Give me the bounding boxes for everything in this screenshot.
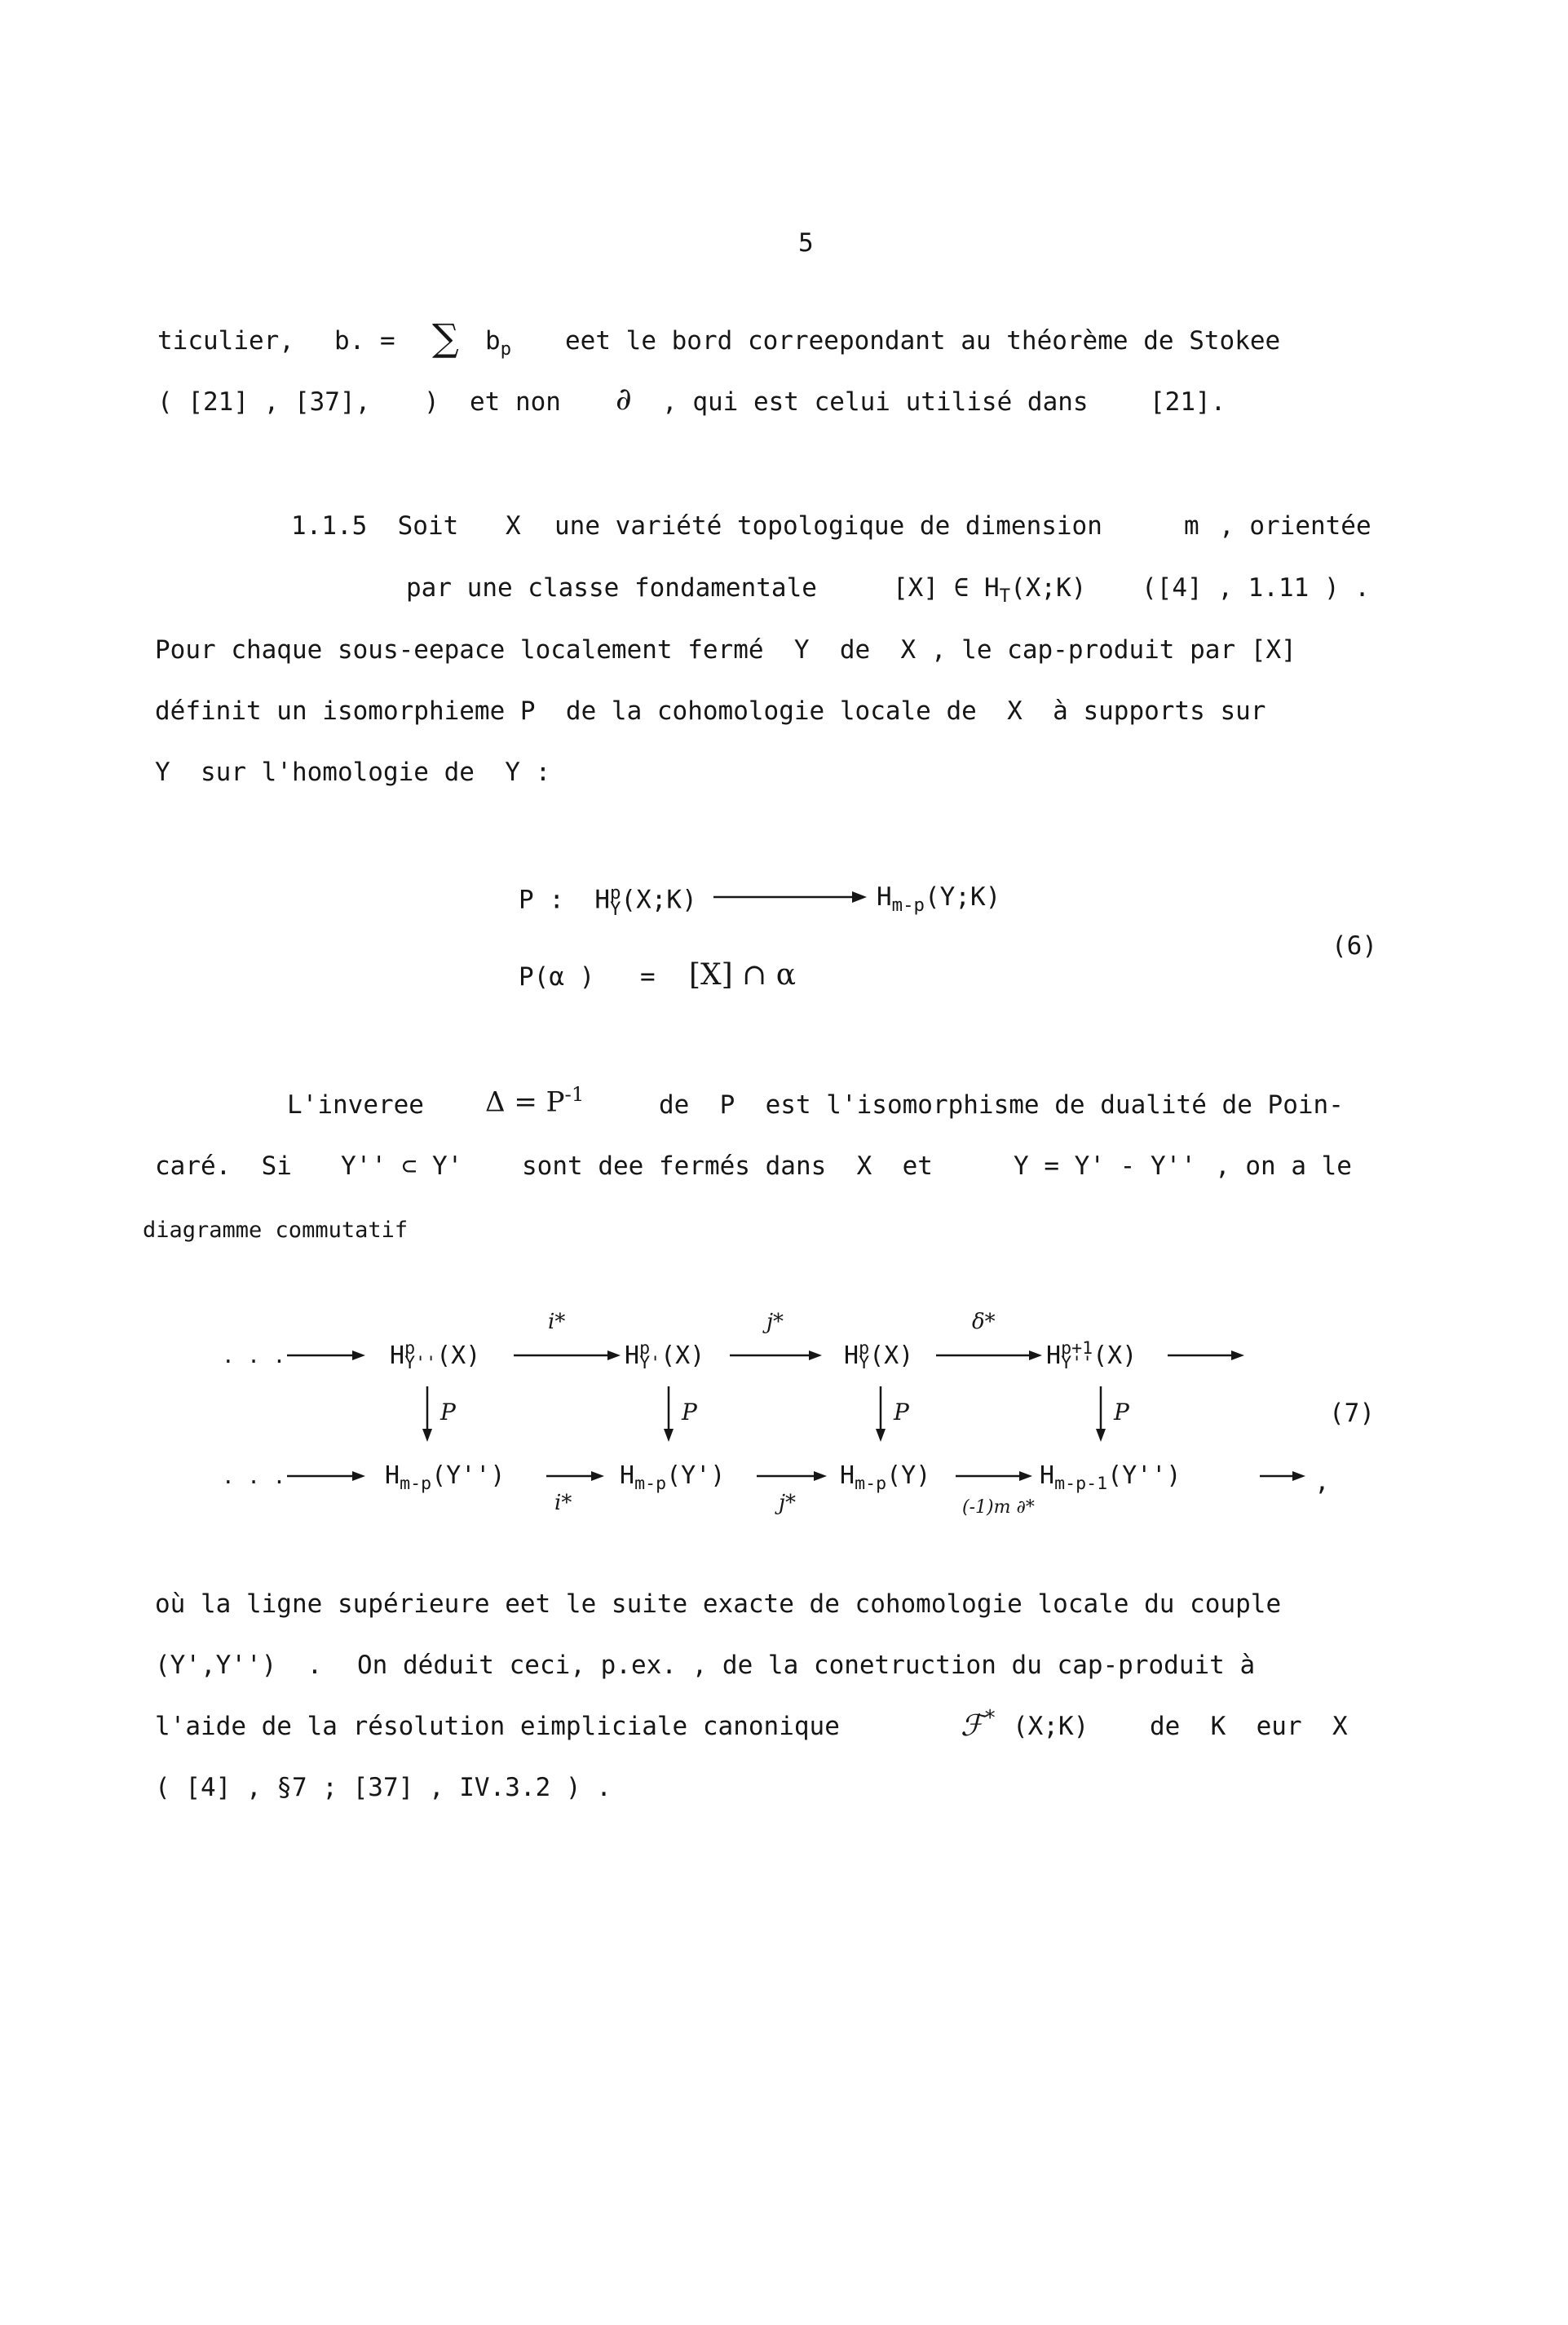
p2-text-d: m [1184,511,1199,541]
p1-text-c: $b_p$ [485,326,512,360]
p2-text-f: par une classe fondamentale [406,573,817,603]
diagram7-bottom-label-3: (-1)m ∂* [962,1497,1035,1518]
eq6-lhs: P : H p Y (X;K) [519,882,697,921]
p2-text-g: [X] ∈ $H_T(X;K)$ [893,573,1087,608]
diagram7-vertical-2: P [682,1399,697,1425]
p2-text-e: , orientée [1219,511,1371,541]
p1-text-e: ) et non [424,387,561,417]
diagram7-top-2: H p Y' (X) [625,1338,705,1374]
diagram7-tag: (7) [1329,1399,1375,1428]
diagram7-bottom-label-2: j* [779,1491,797,1515]
p1-text-d: eet le bord correepondant au théorème de Stokee [565,326,1281,356]
p2-text-a: 1.1.5 Soit [291,511,459,541]
p4-sheaf: ℱ* [961,1706,996,1743]
diagram7-dots-bottom: . . . [222,1465,286,1489]
p1-text-f: , qui est celui utilisé dans [662,387,1089,417]
p2-line5: Y sur l'homologie de Y : [155,758,551,787]
p4-text-b: On déduit ceci, p.ex. , de la conetruction du cap-produit à [357,1651,1256,1680]
diagram7-bottom-1: $H_{m-p}(Y'')$ [385,1461,506,1494]
page-number: 5 [798,228,814,258]
diagram7-dots-top: . . . [222,1344,286,1368]
diagram7-bottom-2: $H_{m-p}(Y')$ [620,1461,726,1494]
p3-text-c: de P est l'isomorphisme de dualité de Poin- [659,1090,1344,1120]
diagram7-arrow-label-2: j* [766,1310,784,1334]
p3-text-f: sont dee fermés dans X et [522,1151,933,1181]
diagram7-top-3: H p Y (X) [844,1338,914,1374]
p1-ref-21: [21]. [1150,387,1226,417]
partial-symbol: ∂ [616,381,632,417]
sum-symbol: ∑ [432,316,459,360]
p4-text-a: (Y',Y'') . [155,1651,323,1680]
eq6-rhs: $H_{m-p}(Y;K)$ [877,882,1001,917]
diagram7-vertical-4: P [1114,1399,1129,1425]
diagram7-comma: , [1314,1467,1330,1496]
p2-text-c: une variété topologique de dimension [554,511,1102,541]
p4-text-c: l'aide de la résolution eimpliciale canonique [155,1712,840,1741]
diagram7-vertical-1: P [440,1399,456,1425]
diagram7-arrow-label-1: i* [548,1310,566,1334]
p2-text-h: ([4] , 1.11 ) . [1142,573,1370,603]
diagram7-arrow-label-3: δ* [972,1310,996,1334]
p3-text-a: L'inveree [287,1090,424,1120]
diagram7-top-4: H p+1 Y'' (X) [1046,1338,1137,1374]
diagram7-bottom-3: $H_{m-p}(Y)$ [840,1461,931,1494]
p2-line3: Pour chaque sous-eepace localement fermé Y de X , le cap-produit par [X] [155,635,1296,665]
p1-text-a: ticulier, [157,326,294,356]
p2-text-b: X [506,511,521,541]
p4-line4: ( [4] , §7 ; [37] , IV.3.2 ) . [155,1773,612,1802]
p4-text-d: (X;K) [1013,1712,1089,1741]
p1-refs: ( [21] , [37], [157,387,371,417]
p4-text-e: de K eur X [1150,1712,1348,1741]
eq6-row2-eq: = [640,962,656,992]
p3-text-g: Y = Y' - Y'' [1014,1151,1196,1181]
p3-text-e: Y'' ⊂ Y' [341,1151,463,1181]
eq6-tag: (6) [1332,931,1377,961]
p3-text-h: , on a le [1215,1151,1352,1181]
p3-line3: diagramme commutatif [143,1218,409,1243]
diagram7-bottom-4: $H_{m-p-1}(Y'')$ [1040,1461,1182,1494]
p3-delta: $\Delta = P^{-1}$ [485,1082,585,1119]
p1-text-b: b. = [334,326,395,356]
eq6-row2-rhs: [X] ∩ α [689,958,797,992]
p2-line4: définit un isomorphieme P de la cohomologie locale de X à supports sur [155,696,1266,726]
diagram7-vertical-3: P [894,1399,909,1425]
p3-text-d: caré. Si [155,1151,292,1181]
p4-line1: où la ligne supérieure eet le suite exacte de cohomologie locale du couple [155,1589,1282,1619]
diagram7-bottom-label-1: i* [554,1491,572,1515]
eq6-row2-lhs: P(α ) [519,962,595,992]
diagram7-top-1: H p Y'' (X) [390,1338,481,1374]
